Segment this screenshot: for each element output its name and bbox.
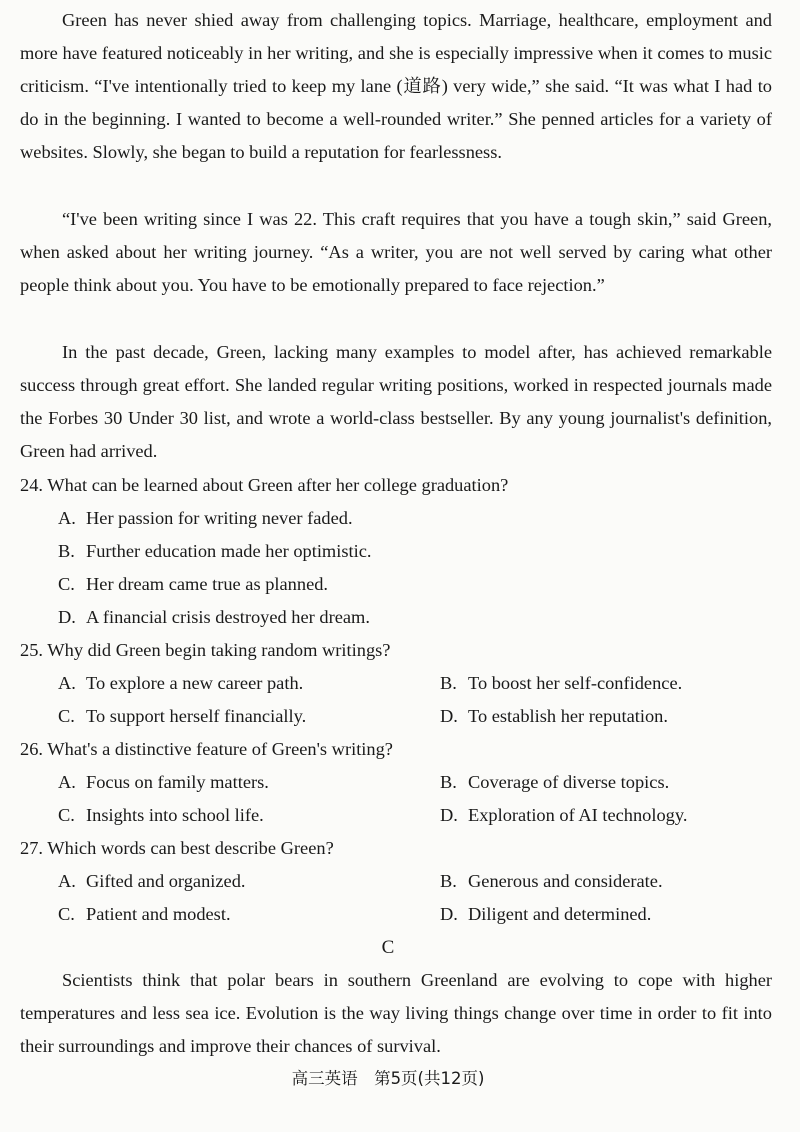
q24-option-a <box>58 502 353 535</box>
option-letter: C. <box>58 574 75 594</box>
option-letter: B. <box>58 541 75 561</box>
question-stem: Which words can best describe Green? <box>47 838 334 858</box>
option-text: Coverage of diverse topics. <box>468 772 670 792</box>
question-stem: What's a distinctive feature of Green's writing? <box>47 739 393 759</box>
option-letter: A. <box>58 508 76 528</box>
q26-option-b <box>440 766 669 799</box>
q26-option-d <box>440 799 687 832</box>
option-text: Exploration of AI technology. <box>468 805 688 825</box>
option-text: Further education made her optimistic. <box>86 541 372 561</box>
option-letter: A. <box>58 772 76 792</box>
option-letter: A. <box>58 673 76 693</box>
option-text: To support herself financially. <box>86 706 307 726</box>
question-27 <box>20 832 334 865</box>
option-letter: A. <box>58 871 76 891</box>
page-footer: 高三英语 第5页(共12页) <box>291 1069 485 1088</box>
passage-b-paragraph-1: Green has never shied away from challenging topics. Marriage, healthcare, employment and more have featured noticeably in her writing, and she is especially impressive when it comes to music criticism. “I've intentionally tried to keep my lane (道路) very wide,” she said. “It was what I had to do in the beginning. I wanted to become a well-rounded writer.” She penned articles for a variety of websites. Slowly, she began to build a reputation for fearlessness. <box>20 10 772 162</box>
q24-option-d <box>58 601 370 634</box>
q25-option-b <box>440 667 682 700</box>
q25-option-c <box>58 700 306 733</box>
option-letter: D. <box>58 607 76 627</box>
option-text: Diligent and determined. <box>468 904 652 924</box>
question-stem: What can be learned about Green after her college graduation? <box>47 475 509 495</box>
option-letter: B. <box>440 673 457 693</box>
option-letter: D. <box>440 706 458 726</box>
q27-option-b <box>440 865 663 898</box>
option-text: Patient and modest. <box>86 904 231 924</box>
option-text: Insights into school life. <box>86 805 264 825</box>
option-text: Generous and considerate. <box>468 871 663 891</box>
option-letter: D. <box>440 904 458 924</box>
passage-c-heading: C <box>381 937 395 958</box>
option-text: Gifted and organized. <box>86 871 246 891</box>
q27-option-d <box>440 898 651 931</box>
option-text: To explore a new career path. <box>86 673 304 693</box>
option-text: A financial crisis destroyed her dream. <box>86 607 370 627</box>
q27-option-a <box>58 865 246 898</box>
passage-b-paragraph-3: In the past decade, Green, lacking many examples to model after, has achieved remarkable success through great effort. She landed regular writing positions, worked in respected journals made the Forbes 30 Under 30 list, and wrote a world-class bestseller. By any young journalist's definition, Green had arrived. <box>20 342 772 461</box>
q24-option-b <box>58 535 372 568</box>
question-number: 27. <box>20 838 43 858</box>
question-number: 26. <box>20 739 43 759</box>
passage-b-paragraph-2: “I've been writing since I was 22. This craft requires that you have a tough skin,” said Green, when asked about her writing journey. “As a writer, you are not well served by caring what other people think about you. You have to be emotionally prepared to face rejection.” <box>20 209 772 295</box>
passage-c-paragraph: Scientists think that polar bears in southern Greenland are evolving to cope with higher temperatures and less sea ice. Evolution is the way living things change over time in order to fit into their surroundings and improve their chances of survival. <box>20 970 772 1056</box>
option-text: Her dream came true as planned. <box>86 574 329 594</box>
option-letter: C. <box>58 805 75 825</box>
option-text: To establish her reputation. <box>468 706 668 726</box>
question-stem: Why did Green begin taking random writings? <box>47 640 391 660</box>
question-number: 25. <box>20 640 43 660</box>
option-letter: C. <box>58 706 75 726</box>
q25-option-d <box>440 700 668 733</box>
question-24 <box>20 469 508 502</box>
option-text: To boost her self-confidence. <box>468 673 683 693</box>
q27-option-c <box>58 898 231 931</box>
option-letter: C. <box>58 904 75 924</box>
option-letter: D. <box>440 805 458 825</box>
question-number: 24. <box>20 475 43 495</box>
q25-option-a <box>58 667 303 700</box>
option-letter: B. <box>440 871 457 891</box>
option-text: Her passion for writing never faded. <box>86 508 353 528</box>
q24-option-c <box>58 568 328 601</box>
q26-option-c <box>58 799 264 832</box>
question-26 <box>20 733 393 766</box>
q26-option-a <box>58 766 269 799</box>
option-text: Focus on family matters. <box>86 772 269 792</box>
option-letter: B. <box>440 772 457 792</box>
question-25 <box>20 634 390 667</box>
